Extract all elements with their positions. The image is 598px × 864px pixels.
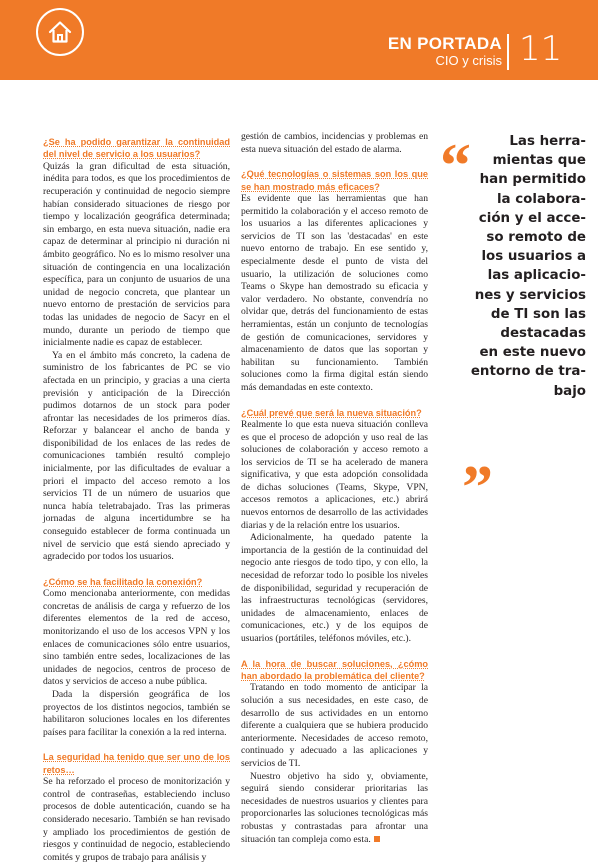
pull-quote-line: los usuarios a: [481, 249, 586, 265]
body-paragraph: Como mencionaba anteriormente, con medidas concretas de análisis de carga y refuerzo de los diferentes elementos de la red de acceso, monitorizando el uso de los accesos VPN y los enlaces de comunicaciones sólo entre usuarios, sino también entre sedes, localizaciones de las unidades de negocios, centros de proceso de datos y servicios de acceso a nube pública.: [43, 588, 230, 688]
pull-quote-line: entorno de tra-: [470, 364, 586, 380]
body-paragraph: gestión de cambios, incidencias y problemas en esta nueva situación del estado de alarma.: [241, 131, 428, 155]
section-question: ¿Qué tecnologías o sistemas son los que se han mostrado más eficaces?: [241, 169, 428, 192]
body-paragraph: Tratando en todo momento de anticipar la solución a sus necesidades, en este caso, de desarrollo de sus actividades en un entorno diferente a cualquiera que se hubiera producido anteriormente. Necesidades de acceso remoto, continuado y adecuado a las aplicaciones y servicios de TI.: [241, 682, 428, 769]
article-column-1: [43, 136, 230, 864]
page-number: 11: [519, 29, 563, 69]
section-subtitle: CIO y crisis: [435, 53, 502, 68]
pull-quote-line: destacadas: [500, 326, 586, 342]
section-question: ¿Cuál prevé que será la nueva situación?: [241, 407, 422, 418]
body-paragraph: Realmente lo que esta nueva situación conlleva es que el proceso de adopción y uso real de las soluciones de colaboración y acceso remoto a los servicios de TI se ha acelerado de manera significativa, y que esta adopción consolidada de dichas soluciones (Teams, Skype, VPN, accesos remotos a aplicaciones, etc.) abrirá nuevos entornos de desarrollo de las actividades diarias y de la relación entre los usuarios.: [241, 418, 428, 531]
body-paragraph: Ya en el ámbito más concreto, la cadena de suministro de los fabricantes de PC se vio afectada en un principio, y gracias a una cierta previsión y anticipación de la Dirección pudimos dotarnos de un stock para poder afrontar las necesidades de los primeros días. Reforzar y balancear el ancho de banda y disponibilidad de los enlaces de las redes de comunicaciones también resultó complejo inicialmente, por las dificultades de evaluar a priori el impacto del acceso remoto a los servicios TI de un número de usuarios que nunca había teletrabajado. Tras las primeras jornadas de alguna incertidumbre se ha conseguido establecer de forma continuada un nivel de servicio que está siendo apreciado y agradecido por todos los usuarios.: [43, 349, 230, 563]
section-question: La seguridad ha tenido que ser uno de los retos…: [43, 752, 230, 775]
body-paragraph: Nuestro objetivo ha sido y, obviamente, seguirá siendo considerar prioritarias las necesidades de nuestros usuarios y clientes para proporcionarles las soluciones tecnológicas más robustas y contrastadas para afrontar una situación tan compleja como esta.: [241, 770, 428, 845]
end-of-article-mark: [374, 836, 380, 842]
pull-quote-line: ción y el acce-: [478, 210, 586, 226]
pull-quote-line: nes y servicios: [474, 287, 586, 303]
body-paragraph: Adicionalmente, ha quedado patente la importancia de la gestión de la continuidad del negocio ante riesgos de todo tipo, y con ello, la necesidad de reforzar todo lo posible los niveles de disponibilidad, seguridad y recuperación de las infraestructuras tecnológicas (servidores, unidades de almacenamiento, enlaces de comunicaciones, etc.) y de los equipos de usuarios (portátiles, teléfonos móviles, etc.).: [241, 532, 428, 644]
home-icon: [47, 19, 73, 45]
pull-quote-line: Las herra-: [509, 134, 586, 149]
open-quote-mark: “: [440, 132, 471, 200]
body-paragraph: Quizás la gran dificultad de esta situación, inédita para todos, es que los procedimientos de recuperación y continuidad de negocio siempre habían considerado situaciones de riesgo por tiempo y localización geográfica determinada; sin embargo, en esta nueva situación, nadie era capaz de determinar al principio ni duración ni ámbito geográfico. No es lo mismo resolver una situación de contingencia en una localización específica, para un conjunto de usuarios de una unidad de negocio concreta, que plantear un nuevo entorno de prestación de servicios para todas las unidades de negocio de Sacyr en el mundo, durante un periodo de tiempo que inicialmente nadie es capaz de establecer.: [43, 160, 230, 349]
section-title: EN PORTADA: [387, 34, 502, 53]
home-button[interactable]: [36, 8, 84, 56]
header-divider: [507, 34, 509, 70]
pull-quote-line: mientas que: [492, 153, 586, 169]
pull-quote-text: [436, 132, 586, 401]
pull-quote-line: la colabora-: [496, 191, 586, 207]
close-quote-mark: ”: [462, 454, 493, 522]
pull-quote-line: han permitido: [479, 172, 586, 188]
section-question: ¿Se ha podido garantizar la continuidad del nivel de servicio a los usuarios?: [43, 137, 230, 160]
pull-quote-line: las aplicacio-: [487, 268, 586, 284]
article-column-2: [241, 131, 428, 846]
body-paragraph: Dada la dispersión geográfica de los proyectos de los distintos negocios, también se habilitaron soluciones locales en los diferentes países para facilitar la conexión a la red interna.: [43, 688, 230, 738]
body-paragraph: Es evidente que las herramientas que han permitido la colaboración y el acceso remoto de los usuarios a las diferentes aplicaciones y servicios de TI son las 'destacadas' en este nuevo entorno de trabajo. En ese sentido y, especialmente desde el punto de vista del usuario, la utilización de soluciones como Teams o Skype han demostrado su eficacia y valor verdadero. No obstante, convendría no olvidar que, detrás del funcionamiento de estas herramientas, están un conjunto de tecnologías de gestión de comunicaciones, servidores y almacenamiento de datos que las soportan y habilitan su funcionamiento. También soluciones como la firma digital están siendo más demandadas en este contexto.: [241, 193, 428, 393]
pull-quote-line: de TI son las: [490, 306, 586, 322]
pull-quote-line: bajo: [553, 383, 586, 399]
page-header: [0, 0, 598, 80]
pull-quote-line: so remoto de: [486, 230, 586, 246]
section-question: ¿Cómo se ha facilitado la conexión?: [43, 576, 203, 587]
section-question: A la hora de buscar soluciones, ¿cómo han abordado la problemática del cliente?: [241, 658, 428, 681]
pull-quote: [436, 132, 586, 522]
body-paragraph: Se ha reforzado el proceso de monitorización y control de contraseñas, estableciendo incluso procesos de doble autenticación, cuando se ha considerado necesario. También se han revisado y ampliado los procedimientos de gestión de riesgos y continuidad de negocio, estableciendo comités y grupos de trabajo para análisis y: [43, 776, 230, 863]
pull-quote-line: en este nuevo: [479, 345, 586, 361]
